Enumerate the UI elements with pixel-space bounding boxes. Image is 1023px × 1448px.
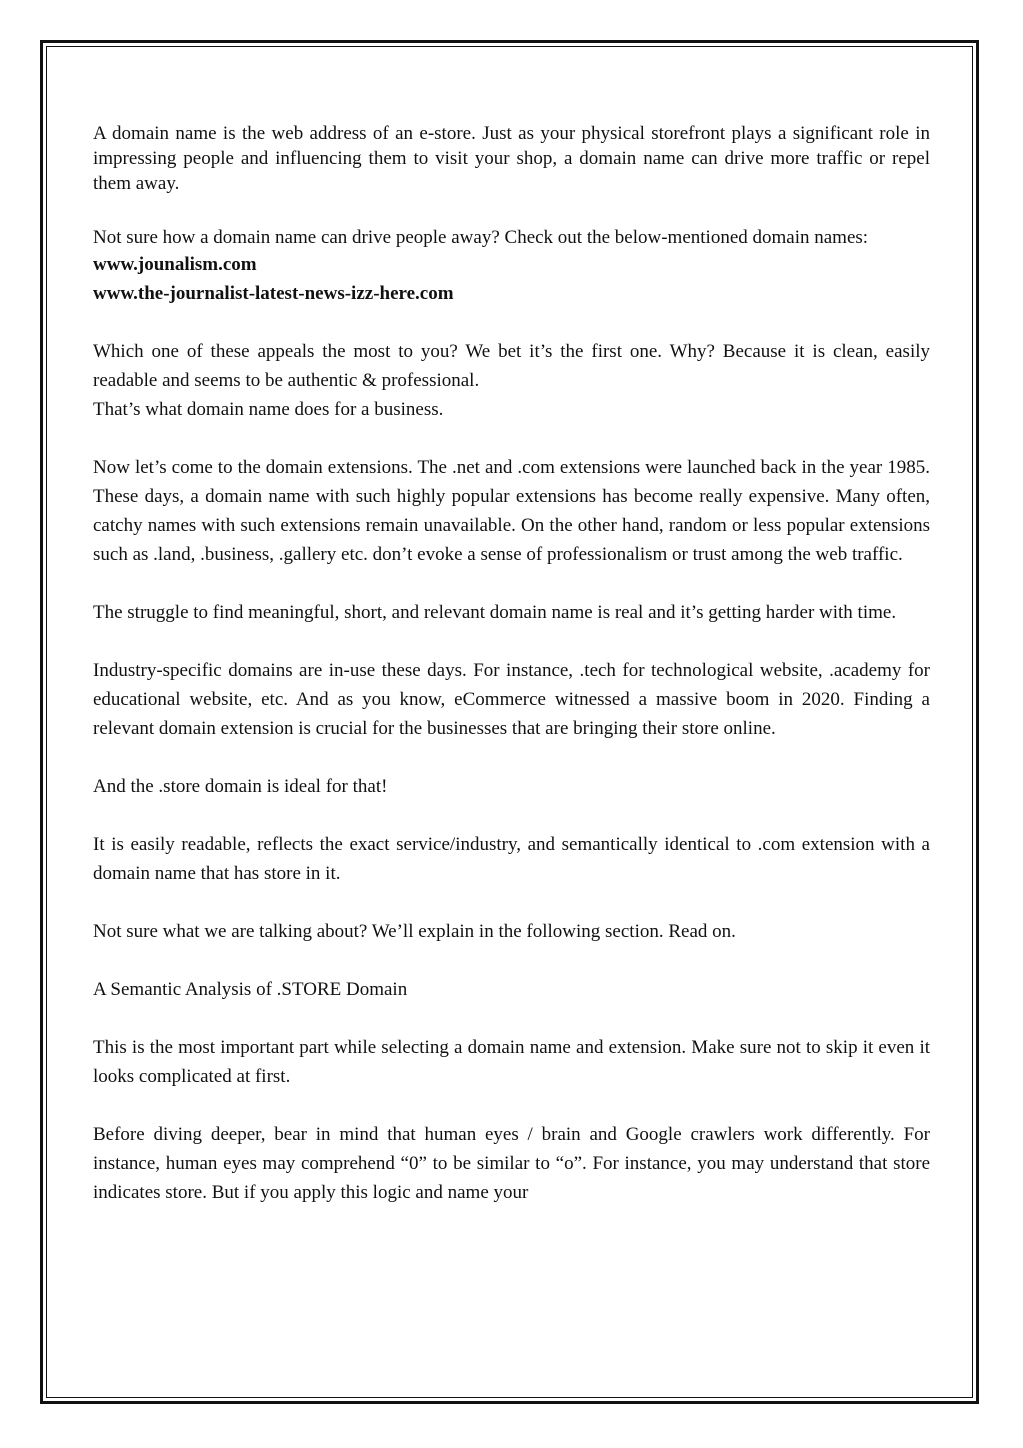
paragraph-gap [93, 1004, 930, 1033]
paragraph-appeal: Which one of these appeals the most to you? We bet it’s the first one. Why? Because it is clean, easily readable and seems to be authentic & professional. [93, 341, 930, 391]
paragraph-important-part: This is the most important part while selecting a domain name and extension. Make sure not to skip it even it looks complicated at first. [93, 1037, 930, 1087]
document-body [93, 121, 930, 1207]
paragraph-gap [93, 308, 930, 337]
paragraph-read-on: Not sure what we are talking about? We’ll explain in the following section. Read on. [93, 921, 736, 942]
paragraph-struggle: The struggle to find meaningful, short, and relevant domain name is real and it’s getting harder with time. [93, 602, 897, 623]
paragraph-gap [93, 424, 930, 453]
paragraph-gap [93, 801, 930, 830]
paragraph-gap [93, 946, 930, 975]
paragraph-gap [93, 569, 930, 598]
paragraph-gap [93, 627, 930, 656]
paragraph-extensions: Now let’s come to the domain extensions. The .net and .com extensions were launched back in the year 1985. These days, a domain name with such highly popular extensions has become really expensive. Many often, catchy names with such extensions remain unavailable. On the other hand, random or less popular extensions such as .land, .business, .gallery etc. don’t evoke a sense of professionalism or trust among the web traffic. [93, 457, 930, 565]
paragraph-domain-question: Not sure how a domain name can drive people away? Check out the below-mentioned domain names: [93, 227, 869, 248]
paragraph-gap [93, 743, 930, 772]
paragraph-gap [93, 196, 930, 225]
section-heading: A Semantic Analysis of .STORE Domain [93, 979, 408, 1000]
paragraph-human-vs-crawlers: Before diving deeper, bear in mind that human eyes / brain and Google crawlers work differently. For instance, human eyes may comprehend “0” to be similar to “o”. For instance, you may understand that store indicates store. But if you apply this logic and name your [93, 1124, 930, 1203]
paragraph-intro: A domain name is the web address of an e-store. Just as your physical storefront plays a significant role in impressing people and influencing them to visit your shop, a domain name can drive more traffic or repel them away. [93, 123, 930, 194]
paragraph-readable: It is easily readable, reflects the exact service/industry, and semantically identical to .com extension with a domain name that has store in it. [93, 834, 930, 884]
domain-example-1: www.jounalism.com [93, 254, 257, 275]
paragraph-appeal-conclusion: That’s what domain name does for a business. [93, 399, 444, 420]
domain-example-2: www.the-journalist-latest-news-izz-here.com [93, 283, 454, 304]
paragraph-industry-domains: Industry-specific domains are in-use these days. For instance, .tech for technological website, .academy for educational website, etc. And as you know, eCommerce witnessed a massive boom in 2020. Finding a relevant domain extension is crucial for the businesses that are bringing their store online. [93, 660, 930, 739]
paragraph-gap [93, 888, 930, 917]
paragraph-gap [93, 1091, 930, 1120]
paragraph-store-ideal: And the .store domain is ideal for that! [93, 776, 388, 797]
